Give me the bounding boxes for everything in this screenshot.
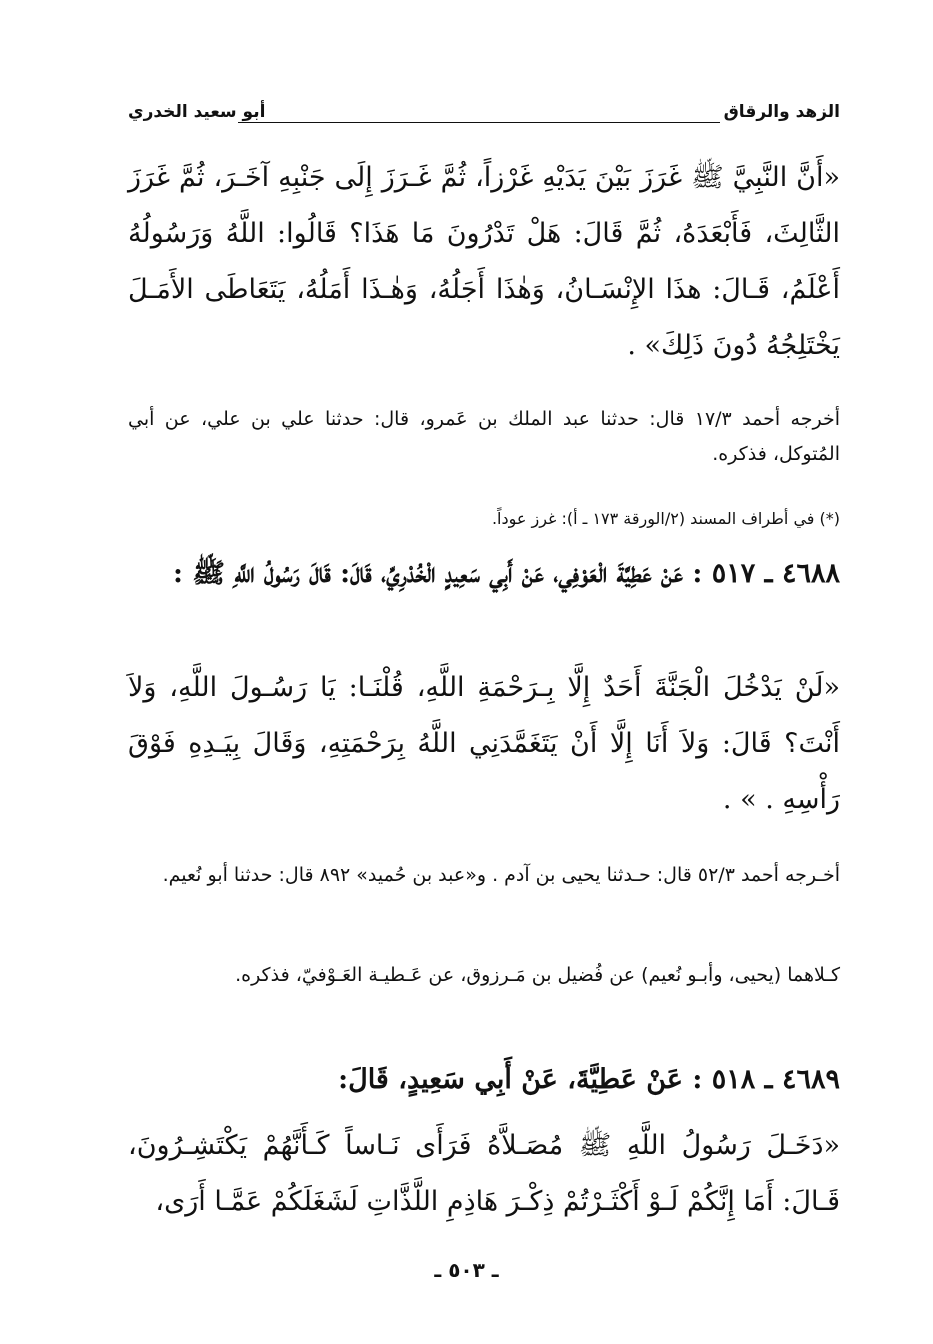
hadith-text-3: «دَخَـلَ رَسُولُ اللَّهِ ﷺ مُصَـلاَّهُ فَرَأَى نَـاساً كَـأَنَّهُمْ يَكْتَشِـرُونَ، قَـالَ: أَمَا إِنَّكُمْ لَـوْ أَكْثَـرْتُمْ ذِكْـرَ هَاذِمِ اللَّذَّاتِ لَشَغَلَكُمْ عَمَّـا أَرَى، bbox=[128, 1130, 840, 1217]
takhrij-note-3: كـلاهما (يحيى، وأبـو نُعيم) عن فُضيل بن مَـرزوق، عن عَـطيـة العَـوْفيّ، فذكره. bbox=[235, 964, 840, 986]
hadith-text-1: «أَنَّ النَّبِيَّ ﷺ غَرَزَ بَيْنَ يَدَيْهِ غَرْزاً، ثُمَّ غَـرَزَ إِلَى جَنْبِهِ آخَـرَ، ثُمَّ غَرَزَ الثَّالِثَ، فَأَبْعَدَهُ، ثُمَّ قَالَ: هَلْ تَدْرُونَ مَا هَذَا؟ قَالُوا: اللَّهُ وَرَسُولُهُ أَعْلَمُ، قَـالَ: هذَا الإِنْسَـانُ، وَهٰذَا أَجَلُهُ، وَهٰـذَا أَمَلُهُ، يَتَعَاطَى الأَمَـلَ يَخْتَلِجُهُ دُونَ ذَلِكَ» . bbox=[128, 162, 840, 361]
hadith-text-2: «لَنْ يَدْخُلَ الْجَنَّةَ أَحَدٌ إِلَّا بِـرَحْمَةِ اللَّهِ، قُلْنَـا: يَا رَسُـولَ اللَّهِ، وَلاَ أَنْتَ؟ قَالَ: وَلاَ أَنَا إِلَّا أَنْ يَتَغَمَّدَنِي اللَّهُ بِرَحْمَتِهِ، وَقَالَ بِيَـدِهِ فَوْقَ رَأْسِهِ . » . bbox=[128, 672, 840, 815]
book-title: الزهد والرقاق bbox=[723, 102, 840, 122]
page-number: ـ ٥٠٣ ـ bbox=[434, 1258, 499, 1282]
takhrij-note-2: أخـرجه أحمد ٥٢/٣ قال: حـدثنا يحيى بن آدم . و«عبد بن حُميد» ٨٩٢ قال: حدثنا أبو نُعيم. bbox=[162, 864, 840, 886]
header-rule bbox=[238, 122, 720, 123]
section-title: أبو سعيد الخدري bbox=[128, 102, 266, 122]
footnote: (*) في أطراف المسند (٢/الورقة ١٧٣ ـ أ): غرز عوداً. bbox=[491, 509, 840, 528]
entry-heading-4688: ٤٦٨٨ ـ ٥١٧ : عَنْ عَطِيَّةَ الْعَوْفِي، عَنْ أَبِي سَعِيدٍ الْخُدْرِيِّ، قَالَ: قَالَ رَسُولُ اللَّهِ ﷺ : bbox=[173, 558, 840, 589]
takhrij-note-1: أخرجه أحمد ١٧/٣ قال: حدثنا عبد الملك بن عَمرو، قال: حدثنا علي بن علي، عن أبي المُتوكل، فذكره. bbox=[128, 408, 840, 465]
entry-heading-4689: ٤٦٨٩ ـ ٥١٨ : عَنْ عَطِيَّةَ، عَنْ أَبِي سَعِيدٍ، قَالَ: bbox=[338, 1064, 840, 1095]
running-header bbox=[128, 100, 840, 130]
